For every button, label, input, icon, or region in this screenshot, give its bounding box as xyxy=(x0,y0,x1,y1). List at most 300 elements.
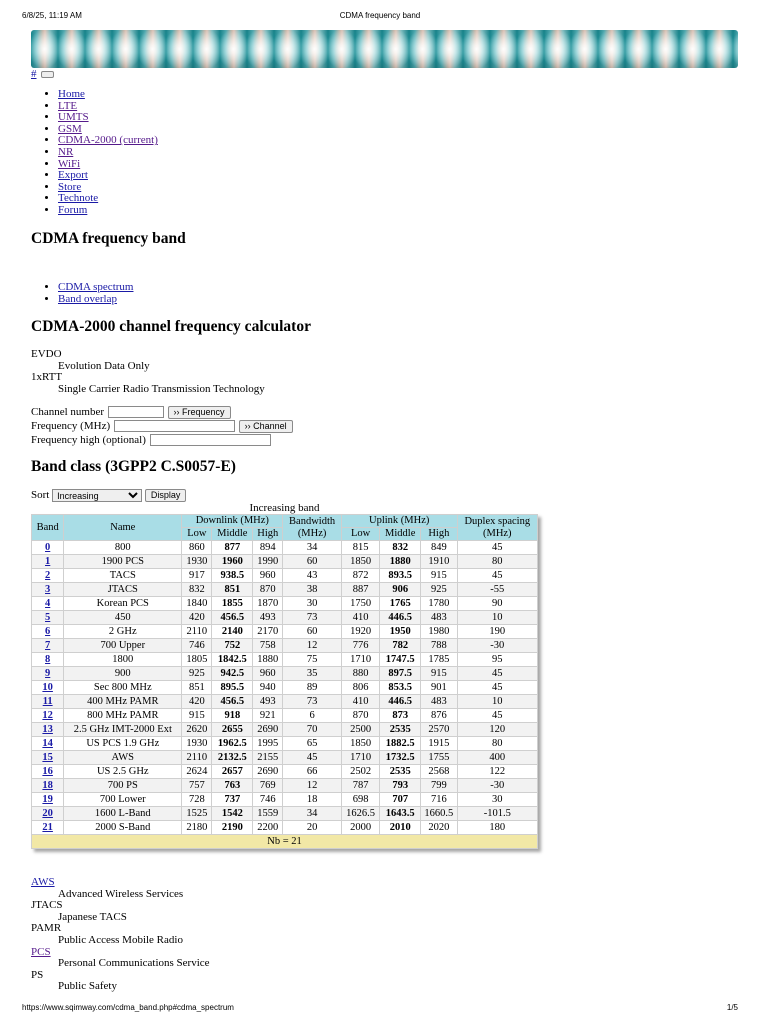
band-name-cell: Korean PCS xyxy=(64,597,181,610)
band-cell xyxy=(32,653,63,666)
cdma-spectrum-link[interactable]: CDMA spectrum xyxy=(58,281,134,293)
band-cell xyxy=(32,597,63,610)
duplex-spacing-cell: 10 xyxy=(458,611,537,624)
frequency-input[interactable] xyxy=(114,420,235,432)
band-name-cell: 1600 L-Band xyxy=(64,807,181,820)
bandwidth-cell: 70 xyxy=(283,723,340,736)
band-table xyxy=(31,514,538,849)
glossary-term: PAMR xyxy=(31,922,62,935)
band-link[interactable]: 13 xyxy=(42,724,53,735)
nav-link-export[interactable]: Export xyxy=(58,169,88,182)
uplink-middle-cell: 782 xyxy=(380,639,420,652)
downlink-low-cell: 1805 xyxy=(182,653,211,666)
uplink-low-cell: 2502 xyxy=(342,765,380,778)
nav-link-lte[interactable]: LTE xyxy=(58,99,78,112)
uplink-middle-cell: 1765 xyxy=(380,597,420,610)
downlink-high-cell: 493 xyxy=(253,695,282,708)
downlink-middle-cell: 456.5 xyxy=(212,611,252,624)
uplink-middle-cell: 1747.5 xyxy=(380,653,420,666)
frequency-button[interactable]: ›› Frequency xyxy=(168,406,231,419)
print-footer xyxy=(22,1003,738,1015)
uplink-low-cell: 1710 xyxy=(342,751,380,764)
downlink-high-cell: 960 xyxy=(253,667,282,680)
uplink-low-cell: 698 xyxy=(342,793,380,806)
bandwidth-cell: 6 xyxy=(283,709,340,722)
uplink-middle-cell: 853.5 xyxy=(380,681,420,694)
uplink-low-cell: 815 xyxy=(342,541,380,554)
downlink-middle-cell: 2132.5 xyxy=(212,751,252,764)
downlink-low-cell: 1930 xyxy=(182,737,211,750)
band-cell xyxy=(32,541,63,554)
band-cell xyxy=(32,625,63,638)
table-row xyxy=(32,667,537,680)
band-cell xyxy=(32,639,63,652)
downlink-middle-cell: 2140 xyxy=(212,625,252,638)
nav-link-technote[interactable]: Technote xyxy=(58,192,99,205)
band-cell xyxy=(32,681,63,694)
downlink-high-cell: 1559 xyxy=(253,807,282,820)
bandwidth-cell: 12 xyxy=(283,639,340,652)
duplex-spacing-cell: -55 xyxy=(458,583,537,596)
band-link[interactable]: 1 xyxy=(45,556,51,567)
page-title: CDMA frequency band xyxy=(31,230,186,247)
uplink-high-cell: 915 xyxy=(421,569,457,582)
col-dl-low: Low xyxy=(182,528,211,540)
uplink-low-cell: 1710 xyxy=(342,653,380,666)
table-row xyxy=(32,639,537,652)
table-row xyxy=(32,793,537,806)
frequency-high-row xyxy=(31,433,293,447)
downlink-low-cell: 420 xyxy=(182,695,211,708)
print-header xyxy=(22,11,738,23)
nav-link-store[interactable]: Store xyxy=(58,180,82,193)
uplink-low-cell: 872 xyxy=(342,569,380,582)
uplink-middle-cell: 2535 xyxy=(380,723,420,736)
table-row xyxy=(32,695,537,708)
downlink-high-cell: 2200 xyxy=(253,821,282,834)
band-name-cell: 700 PS xyxy=(64,779,181,792)
uplink-high-cell: 915 xyxy=(421,667,457,680)
uplink-high-cell: 2570 xyxy=(421,723,457,736)
col-duplex: Duplex spacing (MHz) xyxy=(458,515,537,540)
uplink-low-cell: 2000 xyxy=(342,821,380,834)
uplink-low-cell: 1626.5 xyxy=(342,807,380,820)
band-name-cell: 2 GHz xyxy=(64,625,181,638)
glossary-term: EVDO xyxy=(31,348,62,360)
downlink-low-cell: 2110 xyxy=(182,625,211,638)
uplink-low-cell: 887 xyxy=(342,583,380,596)
downlink-low-cell: 2110 xyxy=(182,751,211,764)
band-link[interactable]: 15 xyxy=(42,752,53,763)
col-uplink: Uplink (MHz) xyxy=(342,515,457,527)
hash-link[interactable]: # xyxy=(31,68,37,80)
frequency-high-label: Frequency high (optional) xyxy=(31,434,146,446)
site-banner[interactable] xyxy=(31,30,738,68)
band-name-cell: 700 Lower xyxy=(64,793,181,806)
col-dl-middle: Middle xyxy=(212,528,252,540)
downlink-low-cell: 728 xyxy=(182,793,211,806)
band-cell xyxy=(32,555,63,568)
bandwidth-cell: 60 xyxy=(283,555,340,568)
band-cell xyxy=(32,695,63,708)
band-cell xyxy=(32,779,63,792)
downlink-low-cell: 757 xyxy=(182,779,211,792)
uplink-high-cell: 483 xyxy=(421,695,457,708)
uplink-middle-cell: 906 xyxy=(380,583,420,596)
downlink-low-cell: 1525 xyxy=(182,807,211,820)
bandwidth-cell: 30 xyxy=(283,597,340,610)
glossary-definition: Evolution Data Only xyxy=(58,359,150,372)
downlink-middle-cell: 1960 xyxy=(212,555,252,568)
uplink-middle-cell: 873 xyxy=(380,709,420,722)
bandwidth-cell: 35 xyxy=(283,667,340,680)
band-name-cell: 2.5 GHz IMT-2000 Ext xyxy=(64,723,181,736)
uplink-high-cell: 1780 xyxy=(421,597,457,610)
band-link[interactable]: 19 xyxy=(42,794,53,805)
band-name-cell: 1900 PCS xyxy=(64,555,181,568)
downlink-low-cell: 746 xyxy=(182,639,211,652)
duplex-spacing-cell: 45 xyxy=(458,681,537,694)
table-row xyxy=(32,555,537,568)
nav-link-cdma-2000-current[interactable]: CDMA-2000 (current) xyxy=(58,134,158,147)
duplex-spacing-cell: -30 xyxy=(458,779,537,792)
print-page-number: 1/5 xyxy=(726,1003,738,1012)
band-cell xyxy=(32,821,63,834)
duplex-spacing-cell: 45 xyxy=(458,569,537,582)
nav-link-wifi[interactable]: WiFi xyxy=(58,157,81,170)
downlink-high-cell: 758 xyxy=(253,639,282,652)
bandwidth-cell: 66 xyxy=(283,765,340,778)
downlink-low-cell: 1840 xyxy=(182,597,211,610)
downlink-high-cell: 870 xyxy=(253,583,282,596)
menu-toggle-button[interactable] xyxy=(41,71,54,78)
downlink-high-cell: 1990 xyxy=(253,555,282,568)
downlink-low-cell: 860 xyxy=(182,541,211,554)
uplink-middle-cell: 897.5 xyxy=(380,667,420,680)
print-doc-title: CDMA frequency band xyxy=(339,11,421,20)
band-name-cell: TACS xyxy=(64,569,181,582)
uplink-high-cell: 716 xyxy=(421,793,457,806)
downlink-middle-cell: 1962.5 xyxy=(212,737,252,750)
glossary-term-link[interactable]: PCS xyxy=(31,945,51,958)
downlink-low-cell: 925 xyxy=(182,667,211,680)
glossary-top xyxy=(31,349,265,395)
table-row xyxy=(32,709,537,722)
print-datetime: 6/8/25, 11:19 AM xyxy=(22,11,82,20)
col-ul-middle: Middle xyxy=(380,528,420,540)
downlink-high-cell: 921 xyxy=(253,709,282,722)
sort-label: Sort xyxy=(31,489,50,502)
uplink-middle-cell: 446.5 xyxy=(380,611,420,624)
col-dl-high: High xyxy=(253,528,282,540)
channel-button[interactable]: ›› Channel xyxy=(239,420,293,433)
bandwidth-cell: 60 xyxy=(283,625,340,638)
downlink-high-cell: 940 xyxy=(253,681,282,694)
bandwidth-cell: 73 xyxy=(283,611,340,624)
uplink-low-cell: 2500 xyxy=(342,723,380,736)
band-link[interactable]: 10 xyxy=(42,682,53,693)
duplex-spacing-cell: 30 xyxy=(458,793,537,806)
uplink-low-cell: 1850 xyxy=(342,737,380,750)
downlink-low-cell: 2180 xyxy=(182,821,211,834)
band-cell xyxy=(32,723,63,736)
downlink-low-cell: 2620 xyxy=(182,723,211,736)
band-link[interactable]: 20 xyxy=(42,808,53,819)
downlink-middle-cell: 918 xyxy=(212,709,252,722)
col-ul-low: Low xyxy=(342,528,380,540)
uplink-middle-cell: 446.5 xyxy=(380,695,420,708)
downlink-high-cell: 2155 xyxy=(253,751,282,764)
band-link[interactable]: 7 xyxy=(45,640,51,651)
uplink-high-cell: 1755 xyxy=(421,751,457,764)
uplink-low-cell: 1750 xyxy=(342,597,380,610)
table-footer: Nb = 21 xyxy=(32,835,537,848)
downlink-middle-cell: 752 xyxy=(212,639,252,652)
band-cell xyxy=(32,751,63,764)
uplink-high-cell: 925 xyxy=(421,583,457,596)
downlink-high-cell: 493 xyxy=(253,611,282,624)
band-link[interactable]: 6 xyxy=(45,626,51,637)
downlink-high-cell: 769 xyxy=(253,779,282,792)
downlink-low-cell: 915 xyxy=(182,709,211,722)
display-button[interactable]: Display xyxy=(145,489,187,502)
uplink-middle-cell: 793 xyxy=(380,779,420,792)
table-row xyxy=(32,807,537,820)
band-cell xyxy=(32,793,63,806)
calculator-form xyxy=(31,405,293,447)
downlink-high-cell: 746 xyxy=(253,793,282,806)
band-link[interactable]: 8 xyxy=(45,654,51,665)
top-hash-row xyxy=(31,68,54,80)
band-cell xyxy=(32,807,63,820)
band-name-cell: 900 xyxy=(64,667,181,680)
band-link[interactable]: 4 xyxy=(45,598,51,609)
downlink-middle-cell: 2657 xyxy=(212,765,252,778)
downlink-middle-cell: 942.5 xyxy=(212,667,252,680)
uplink-high-cell: 1785 xyxy=(421,653,457,666)
uplink-low-cell: 776 xyxy=(342,639,380,652)
uplink-low-cell: 787 xyxy=(342,779,380,792)
band-cell xyxy=(32,569,63,582)
band-name-cell: 2000 S-Band xyxy=(64,821,181,834)
band-overlap-link[interactable]: Band overlap xyxy=(58,292,117,305)
band-link[interactable]: 18 xyxy=(42,780,53,791)
uplink-high-cell: 876 xyxy=(421,709,457,722)
glossary-term xyxy=(31,877,210,889)
band-link[interactable]: 0 xyxy=(45,542,51,553)
bandwidth-cell: 73 xyxy=(283,695,340,708)
uplink-middle-cell: 1880 xyxy=(380,555,420,568)
bandwidth-cell: 43 xyxy=(283,569,340,582)
band-cell xyxy=(32,765,63,778)
glossary-term-link[interactable]: AWS xyxy=(31,876,55,888)
bandwidth-cell: 89 xyxy=(283,681,340,694)
band-link[interactable]: 2 xyxy=(45,570,51,581)
uplink-middle-cell: 1732.5 xyxy=(380,751,420,764)
nav-link-nr[interactable]: NR xyxy=(58,145,74,158)
band-name-cell: 800 xyxy=(64,541,181,554)
downlink-middle-cell: 456.5 xyxy=(212,695,252,708)
band-link[interactable]: 21 xyxy=(42,822,53,833)
downlink-middle-cell: 1542 xyxy=(212,807,252,820)
downlink-middle-cell: 851 xyxy=(212,583,252,596)
downlink-middle-cell: 877 xyxy=(212,541,252,554)
duplex-spacing-cell: 80 xyxy=(458,555,537,568)
bandwidth-cell: 45 xyxy=(283,751,340,764)
print-url: https://www.sqimway.com/cdma_band.php#cdma_spectrum xyxy=(22,1003,234,1012)
uplink-high-cell: 483 xyxy=(421,611,457,624)
downlink-low-cell: 851 xyxy=(182,681,211,694)
downlink-middle-cell: 1842.5 xyxy=(212,653,252,666)
band-cell xyxy=(32,611,63,624)
table-row xyxy=(32,597,537,610)
col-name: Name xyxy=(64,515,181,540)
glossary-definition: Japanese TACS xyxy=(58,910,127,923)
downlink-low-cell: 832 xyxy=(182,583,211,596)
bandwidth-cell: 12 xyxy=(283,779,340,792)
uplink-high-cell: 901 xyxy=(421,681,457,694)
nav-link-gsm[interactable]: GSM xyxy=(58,122,82,135)
table-row xyxy=(32,821,537,834)
downlink-high-cell: 1995 xyxy=(253,737,282,750)
downlink-low-cell: 420 xyxy=(182,611,211,624)
band-link[interactable]: 3 xyxy=(45,584,51,595)
downlink-high-cell: 1880 xyxy=(253,653,282,666)
channel-row xyxy=(31,405,293,419)
calculator-title: CDMA-2000 channel frequency calculator xyxy=(31,318,311,335)
band-class-title: Band class (3GPP2 C.S0057-E) xyxy=(31,458,236,475)
frequency-high-input[interactable] xyxy=(150,434,271,446)
channel-number-input[interactable] xyxy=(108,406,164,418)
glossary-term: 1xRTT xyxy=(31,371,63,384)
duplex-spacing-cell: 80 xyxy=(458,737,537,750)
uplink-low-cell: 1850 xyxy=(342,555,380,568)
duplex-spacing-cell: 180 xyxy=(458,821,537,834)
main-nav xyxy=(31,89,158,217)
band-link[interactable]: 12 xyxy=(42,710,53,721)
col-bandwidth: Bandwidth (MHz) xyxy=(283,515,340,540)
nav-link-umts[interactable]: UMTS xyxy=(58,111,89,124)
downlink-low-cell: 1930 xyxy=(182,555,211,568)
nav-link-home[interactable]: Home xyxy=(58,88,85,100)
uplink-middle-cell: 1950 xyxy=(380,625,420,638)
band-link[interactable]: 11 xyxy=(42,696,53,707)
uplink-high-cell: 2568 xyxy=(421,765,457,778)
table-row xyxy=(32,653,537,666)
uplink-middle-cell: 1882.5 xyxy=(380,737,420,750)
uplink-high-cell: 1915 xyxy=(421,737,457,750)
uplink-high-cell: 1910 xyxy=(421,555,457,568)
table-row xyxy=(32,583,537,596)
col-downlink: Downlink (MHz) xyxy=(182,515,282,527)
glossary-definition: Advanced Wireless Services xyxy=(58,887,184,900)
band-name-cell: JTACS xyxy=(64,583,181,596)
uplink-high-cell: 1660.5 xyxy=(421,807,457,820)
uplink-high-cell: 849 xyxy=(421,541,457,554)
nav-link-forum[interactable]: Forum xyxy=(58,203,88,216)
downlink-high-cell: 894 xyxy=(253,541,282,554)
uplink-middle-cell: 2010 xyxy=(380,821,420,834)
band-name-cell: AWS xyxy=(64,751,181,764)
uplink-middle-cell: 2535 xyxy=(380,765,420,778)
uplink-high-cell: 1980 xyxy=(421,625,457,638)
duplex-spacing-cell: 190 xyxy=(458,625,537,638)
glossary-bottom xyxy=(31,877,210,993)
duplex-spacing-cell: 122 xyxy=(458,765,537,778)
downlink-low-cell: 917 xyxy=(182,569,211,582)
downlink-high-cell: 960 xyxy=(253,569,282,582)
band-link[interactable]: 16 xyxy=(42,766,53,777)
uplink-middle-cell: 893.5 xyxy=(380,569,420,582)
bandwidth-cell: 65 xyxy=(283,737,340,750)
band-name-cell: 450 xyxy=(64,611,181,624)
table-row xyxy=(32,625,537,638)
duplex-spacing-cell: 400 xyxy=(458,751,537,764)
duplex-spacing-cell: 45 xyxy=(458,667,537,680)
frequency-label: Frequency (MHz) xyxy=(31,420,111,432)
downlink-middle-cell: 895.5 xyxy=(212,681,252,694)
band-link[interactable]: 14 xyxy=(42,738,53,749)
uplink-high-cell: 788 xyxy=(421,639,457,652)
col-band: Band xyxy=(32,515,63,540)
uplink-low-cell: 806 xyxy=(342,681,380,694)
uplink-low-cell: 1920 xyxy=(342,625,380,638)
sort-select[interactable] xyxy=(52,489,142,502)
bandwidth-cell: 18 xyxy=(283,793,340,806)
uplink-middle-cell: 832 xyxy=(380,541,420,554)
section-links xyxy=(31,282,133,305)
uplink-low-cell: 870 xyxy=(342,709,380,722)
table-row xyxy=(32,541,537,554)
col-ul-high: High xyxy=(421,528,457,540)
uplink-high-cell: 2020 xyxy=(421,821,457,834)
table-row xyxy=(32,779,537,792)
band-name-cell: 700 Upper xyxy=(64,639,181,652)
duplex-spacing-cell: -101.5 xyxy=(458,807,537,820)
table-row xyxy=(32,611,537,624)
glossary-term: PS xyxy=(31,968,44,981)
downlink-middle-cell: 763 xyxy=(212,779,252,792)
table-row xyxy=(32,681,537,694)
downlink-middle-cell: 737 xyxy=(212,793,252,806)
table-row xyxy=(32,751,537,764)
duplex-spacing-cell: 90 xyxy=(458,597,537,610)
duplex-spacing-cell: 95 xyxy=(458,653,537,666)
uplink-middle-cell: 707 xyxy=(380,793,420,806)
glossary-definition: Public Safety xyxy=(58,980,117,993)
band-name-cell: US 2.5 GHz xyxy=(64,765,181,778)
glossary-term: JTACS xyxy=(31,899,63,912)
band-cell xyxy=(32,583,63,596)
band-name-cell: 1800 xyxy=(64,653,181,666)
downlink-middle-cell: 2190 xyxy=(212,821,252,834)
downlink-middle-cell: 1855 xyxy=(212,597,252,610)
table-row xyxy=(32,569,537,582)
band-link[interactable]: 9 xyxy=(45,668,51,679)
bandwidth-cell: 34 xyxy=(283,807,340,820)
downlink-high-cell: 1870 xyxy=(253,597,282,610)
band-link[interactable]: 5 xyxy=(45,612,51,623)
nav-item xyxy=(58,205,158,217)
band-cell xyxy=(32,737,63,750)
table-row xyxy=(32,723,537,736)
band-name-cell: 800 MHz PAMR xyxy=(64,709,181,722)
bandwidth-cell: 20 xyxy=(283,821,340,834)
sub-link-item xyxy=(58,294,133,306)
band-name-cell: 400 MHz PAMR xyxy=(64,695,181,708)
uplink-low-cell: 880 xyxy=(342,667,380,680)
duplex-spacing-cell: 120 xyxy=(458,723,537,736)
